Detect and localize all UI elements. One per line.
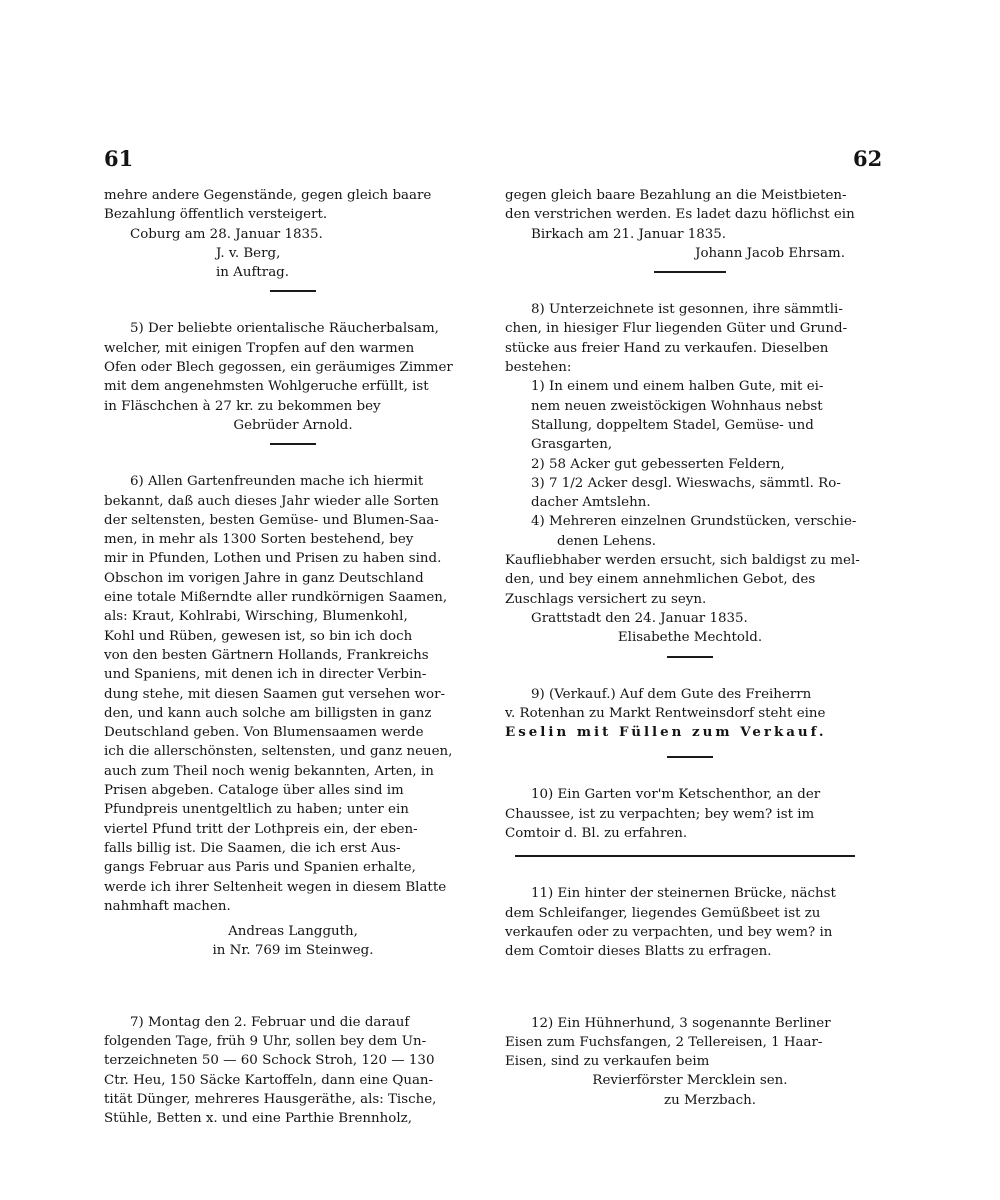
text-line: v. Rotenhan zu Markt Rentweinsdorf steht eine [505, 705, 826, 721]
text-line: den verstrichen werden. Es ladet dazu höflichst ein [505, 207, 855, 223]
section-divider [654, 271, 726, 273]
text-line: Ofen oder Blech gegossen, ein geräumiges Zimmer [104, 360, 453, 376]
text-line: viertel Pfund tritt der Lothpreis ein, der eben- [104, 821, 418, 837]
text-line: mir in Pfunden, Lothen und Prisen zu haben sind. [104, 551, 442, 567]
text-line: Eisen zum Fuchsfangen, 2 Tellereisen, 1 Haar- [505, 1034, 823, 1050]
text-line: ich die allerschönsten, seltensten, und ganz neuen, [104, 744, 453, 760]
list-item: 3) 7 1/2 Acker desgl. Wieswachs, sämmtl. Ro- [531, 475, 841, 491]
signature-line: in Auftrag. [216, 265, 290, 281]
text-line: Stühle, Betten x. und eine Parthie Brennholz, [104, 1111, 412, 1127]
text-line: Zuschlags versichert zu seyn. [505, 591, 707, 607]
text-line: in Fläschchen à 27 kr. zu bekommen bey [104, 398, 381, 414]
text-line: Coburg am 28. Januar 1835. [130, 226, 323, 242]
text-line: gegen gleich baare Bezahlung an die Meistbieten- [505, 188, 847, 203]
section-divider-long [515, 855, 855, 857]
text-line: chen, in hiesiger Flur liegenden Güter und Grund- [505, 321, 848, 337]
text-line: 7) Montag den 2. Februar und die darauf [130, 1014, 410, 1030]
text-line: Deutschland geben. Von Blumensaamen werde [104, 725, 424, 741]
text-line: mit dem angenehmsten Wohlgeruche erfüllt, ist [104, 379, 429, 395]
text-line: Grattstadt den 24. Januar 1835. [531, 610, 748, 626]
text-line: werde ich ihrer Seltenheit wegen in diesem Blatte [104, 879, 447, 895]
text-line: men, in mehr als 1300 Sorten bestehend, bey [104, 532, 414, 548]
right-column [505, 186, 875, 1110]
text-line: falls billig ist. Die Saamen, die ich erst Aus- [104, 840, 401, 856]
page-number-right: 62 [853, 146, 883, 171]
list-item: dacher Amtslehn. [531, 495, 651, 511]
text-line: Prisen abgeben. Cataloge über alles sind im [104, 783, 404, 799]
list-item: nem neuen zweistöckigen Wohnhaus nebst [531, 398, 823, 414]
list-item: 2) 58 Acker gut gebesserten Feldern, [531, 456, 785, 472]
section-divider [667, 756, 713, 758]
list-item: 1) In einem und einem halben Gute, mit ei- [531, 379, 824, 395]
signature-line: in Nr. 769 im Steinweg. [212, 943, 374, 959]
signature-name: Revierförster Mercklein sen. [592, 1073, 788, 1089]
text-line: dung stehe, mit diesen Saamen gut versehen wor- [104, 686, 446, 702]
text-line: und Spaniens, mit denen ich in directer Verbin- [104, 667, 427, 683]
text-line: Ctr. Heu, 150 Säcke Kartoffeln, dann eine Quan- [104, 1072, 434, 1088]
text-line: auch zum Theil noch wenig bekannten, Arten, in [104, 763, 434, 779]
text-line: Obschon im vorigen Jahre in ganz Deutschland [104, 570, 424, 586]
text-line: 11) Ein hinter der steinernen Brücke, nächst [531, 886, 836, 902]
signature-name: Gebrüder Arnold. [233, 417, 353, 433]
text-line: Eselin mit Füllen zum Verkauf. [505, 724, 827, 741]
text-line: verkaufen oder zu verpachten, und bey wem? in [505, 924, 833, 940]
text-line: der seltensten, besten Gemüse- und Blumen-Saa- [104, 512, 439, 528]
list-item: Stallung, doppeltem Stadel, Gemüse- und [531, 417, 814, 433]
signature-name: Andreas Langguth, [228, 924, 358, 940]
text-line: Comtoir d. Bl. zu erfahren. [505, 826, 688, 842]
text-line: 5) Der beliebte orientalische Räucherbalsam, [130, 321, 439, 337]
text-line: von den besten Gärtnern Hollands, Frankreichs [104, 647, 429, 663]
page-number-left: 61 [104, 146, 134, 171]
section-divider [270, 290, 316, 292]
text-line: Kaufliebhaber werden ersucht, sich baldigst zu mel- [505, 553, 860, 569]
text-line: Eisen, sind zu verkaufen beim [505, 1054, 710, 1070]
text-line: bekannt, daß auch dieses Jahr wieder alle Sorten [104, 493, 439, 509]
text-line: den, und bey einem annehmlichen Gebot, des [505, 572, 816, 588]
text-line: dem Schleifanger, liegendes Gemüßbeet ist zu [505, 905, 821, 921]
text-line: 10) Ein Garten vor'm Ketschenthor, an der [531, 787, 821, 803]
text-line: 8) Unterzeichnete ist gesonnen, ihre sämmtli- [531, 302, 843, 318]
list-item: Grasgarten, [531, 437, 613, 453]
list-item: denen Lehens. [557, 533, 657, 549]
text-line: Pfundpreis unentgeltlich zu haben; unter ein [104, 802, 409, 818]
signature-name: J. v. Berg, [216, 245, 281, 261]
text-line: 12) Ein Hühnerhund, 3 sogenannte Berliner [531, 1015, 831, 1031]
section-divider [667, 656, 713, 658]
signature-name: Johann Jacob Ehrsam. [695, 245, 845, 261]
text-line: welcher, mit einigen Tropfen auf den warmen [104, 340, 415, 356]
text-line: nahmhaft machen. [104, 898, 231, 914]
text-line: bestehen: [505, 360, 572, 376]
text-line: dem Comtoir dieses Blatts zu erfragen. [505, 944, 772, 960]
text-line: Birkach am 21. Januar 1835. [531, 226, 727, 242]
text-line: als: Kraut, Kohlrabi, Wirsching, Blumenkohl, [104, 609, 408, 625]
signature-name: Elisabethe Mechtold. [617, 630, 763, 646]
text-line: Bezahlung öffentlich versteigert. [104, 207, 328, 223]
text-line: stücke aus freier Hand zu verkaufen. Dieselben [505, 340, 829, 356]
text-line: Chaussee, ist zu verpachten; bey wem? ist im [505, 806, 815, 822]
text-line: tität Dünger, mehreres Hausgeräthe, als: Tische, [104, 1091, 437, 1107]
text-line: mehre andere Gegenstände, gegen gleich baare [104, 188, 432, 203]
text-line: Kohl und Rüben, gewesen ist, so bin ich doch [104, 628, 413, 644]
text-line: gangs Februar aus Paris und Spanien erhalte, [104, 860, 416, 876]
section-divider [270, 443, 316, 445]
signature-line: zu Merzbach. [664, 1092, 756, 1108]
left-column [104, 186, 482, 1128]
text-line: den, und kann auch solche am billigsten in ganz [104, 705, 432, 721]
list-item: 4) Mehreren einzelnen Grundstücken, verschie- [531, 514, 857, 530]
text-line: eine totale Mißerndte aller rundkörnigen Saamen, [104, 590, 448, 606]
text-line: folgenden Tage, früh 9 Uhr, sollen bey dem Un- [104, 1033, 427, 1049]
text-line: 9) (Verkauf.) Auf dem Gute des Freiherrn [531, 686, 812, 702]
text-line: terzeichneten 50 — 60 Schock Stroh, 120 — 130 [104, 1053, 435, 1069]
text-line: 6) Allen Gartenfreunden mache ich hiermit [130, 474, 424, 490]
